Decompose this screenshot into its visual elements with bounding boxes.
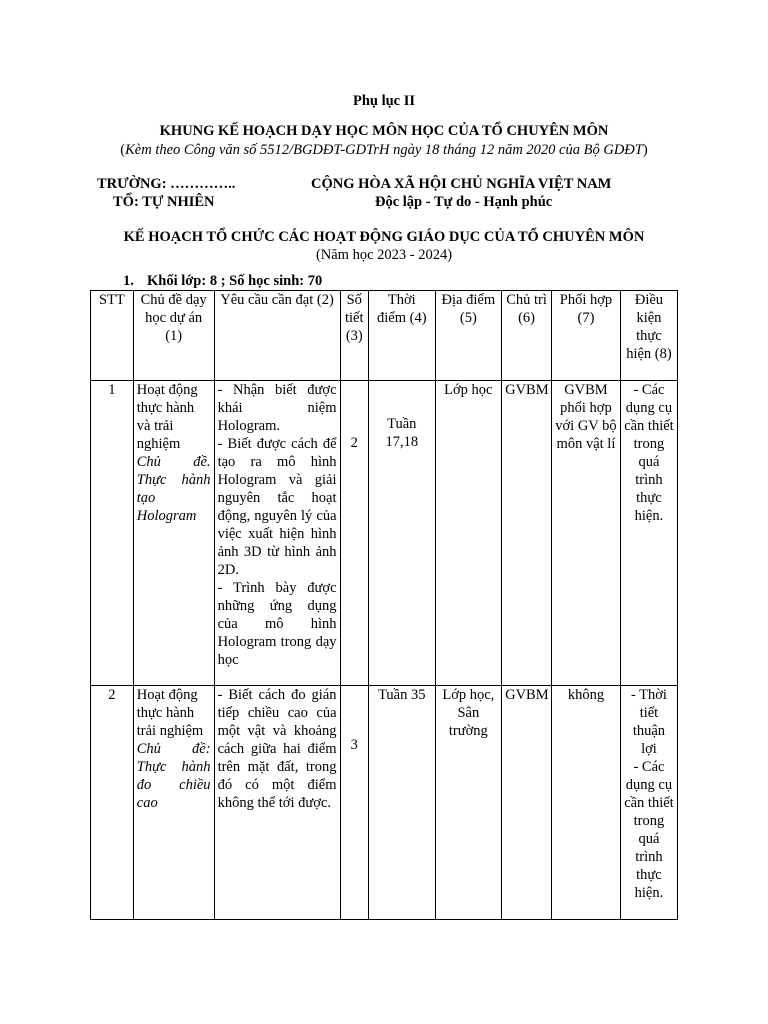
row-conditions: - Thời tiết thuận lợi - Các dụng cụ cần thiết trong quá trình thực hiện. [620,686,677,920]
topic-theme: Chủ đề: Thực hành đo chiều cao [136,741,211,811]
document-title: KHUNG KẾ HOẠCH DẠY HỌC MÔN HỌC CỦA TỔ CHUYÊN MÔN [159,123,609,139]
header-stt: STT [91,291,134,381]
row-stt: 1 [91,381,134,686]
subtitle-open-paren: ( [120,142,126,158]
school-label: TRƯỜNG: ………….. [97,176,236,192]
plan-table [90,290,678,920]
national-motto: Độc lập - Tự do - Hạnh phúc [375,194,553,210]
header-requirements: Yêu cầu cần đạt (2) [214,291,340,381]
document-subtitle [0,142,768,159]
table-row [91,686,678,920]
grade-number: 1. [123,273,134,289]
school-year: (Năm học 2023 - 2024) [315,247,453,263]
header-place: Địa điểm (5) [435,291,502,381]
grade-text: Khối lớp: 8 ; Số học sinh: 70 [147,273,323,289]
row-requirements: - Biết cách đo gián tiếp chiều cao của một vật và khoảng cách giữa hai điểm trên mặt đất, trong đó có một điểm không thể tới được. [214,686,340,920]
row-lessons: 2 [340,381,369,686]
subtitle-close-paren: ) [642,142,648,158]
topic-activity: Hoạt động thực hành trải nghiệm [136,687,204,739]
row-place: Lớp học [435,381,502,686]
group-label: TỔ: TỰ NHIÊN [113,194,215,210]
row-lessons: 3 [340,686,369,920]
row-stt: 2 [91,686,134,920]
grade-line [123,273,322,290]
plan-title: KẾ HOẠCH TỔ CHỨC CÁC HOẠT ĐỘNG GIÁO DỤC CỦA TỔ CHUYÊN MÔN [123,229,645,245]
appendix-title: Phụ lục II [352,93,416,109]
row-topic [133,381,214,686]
row-requirements: - Nhận biết được khái niệm Hologram. - Biết được cách để tạo ra mô hình Hologram và giải nguyên tắc hoạt động, nguyên lý của việc xuất hiện hình ảnh 3D từ hình ảnh 2D. - Trình bày được những ứng dụng của mô hình Hologram trong dạy học [214,381,340,686]
row-lead: GVBM [502,686,552,920]
table-header-row [91,291,678,381]
header-conditions: Điều kiện thực hiện (8) [620,291,677,381]
header-lead: Chủ trì (6) [502,291,552,381]
row-time: Tuần 35 [369,686,436,920]
row-place: Lớp học, Sân trường [435,686,502,920]
row-time: Tuần 17,18 [369,381,436,686]
country-name: CỘNG HÒA XÃ HỘI CHỦ NGHĨA VIỆT NAM [311,176,612,192]
row-topic [133,686,214,920]
row-conditions: - Các dụng cụ cần thiết trong quá trình thực hiện. [620,381,677,686]
topic-activity: Hoạt động thực hành và trải nghiệm [136,382,198,452]
table-row [91,381,678,686]
header-topic: Chủ đề dạy học dự án (1) [133,291,214,381]
header-cooperation: Phối hợp (7) [552,291,621,381]
subtitle-reference: Kèm theo Công văn số 5512/BGDĐT-GDTrH ngày 18 tháng 12 năm 2020 của Bộ GDĐT [125,142,643,158]
row-lead: GVBM [502,381,552,686]
header-lessons: Số tiết (3) [340,291,369,381]
row-cooperation: GVBM phối hợp với GV bộ môn vật lí [552,381,621,686]
topic-theme: Chủ đề. Thực hành tạo Hologram [136,454,211,524]
header-time: Thời điểm (4) [369,291,436,381]
row-cooperation: không [552,686,621,920]
